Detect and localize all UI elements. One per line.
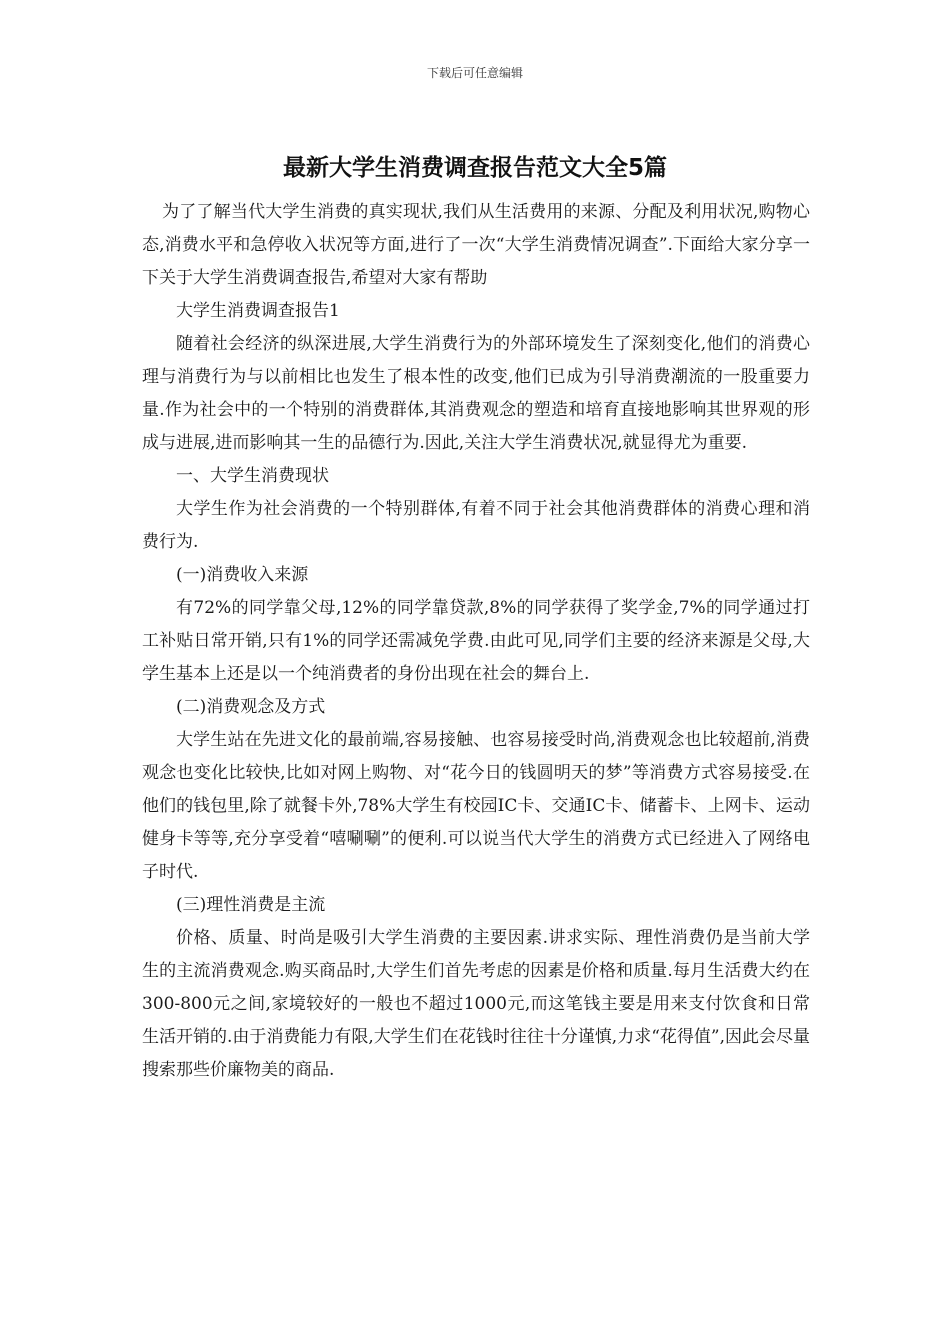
sub-2-heading: (二)消费观念及方式 xyxy=(176,697,326,717)
section-1-heading: 一、大学生消费现状 xyxy=(176,466,329,486)
sub-1-heading: (一)消费收入来源 xyxy=(176,565,309,585)
sub-2-text: 大学生站在先进文化的最前端,容易接触、也容易接受时尚,消费观念也比较超前,消费观念也变化比较快,比如对网上购物、对“花今日的钱圆明天的梦”等消费方式容易接受.在他们的钱包里,除了就餐卡外,78%大学生有校园IC卡、交通IC卡、储蓄卡、上网卡、运动健身卡等等,充分享受着“嘻唰唰”的便利.可以说当代大学生的消费方式已经进入了网络电子时代. xyxy=(142,730,810,882)
report-heading: 大学生消费调查报告1 xyxy=(176,301,340,321)
intro-paragraph: 为了了解当代大学生消费的真实现状,我们从生活费用的来源、分配及利用状况,购物心态,消费水平和急停收入状况等方面,进行了一次“大学生消费情况调查”.下面给大家分享一下关于大学生消费调查报告,希望对大家有帮助 xyxy=(142,202,810,288)
sub-3-heading: (三)理性消费是主流 xyxy=(176,895,326,915)
document-title: 最新大学生消费调查报告范文大全5篇 xyxy=(282,155,667,181)
sub-3-text: 价格、质量、时尚是吸引大学生消费的主要因素.讲求实际、理性消费仍是当前大学生的主流消费观念.购买商品时,大学生们首先考虑的因素是价格和质量.每月生活费大约在300-800元之间,家境较好的一般也不超过1000元,而这笔钱主要是用来支付饮食和日常生活开销的.由于消费能力有限,大学生们在花钱时往往十分谨慎,力求“花得值”,因此会尽量搜索那些价廉物美的商品. xyxy=(142,928,810,1080)
sub-1-text: 有72%的同学靠父母,12%的同学靠贷款,8%的同学获得了奖学金,7%的同学通过打工补贴日常开销,只有1%的同学还需减免学费.由此可见,同学们主要的经济来源是父母,大学生基本上还是以一个纯消费者的身份出现在社会的舞台上. xyxy=(142,598,810,684)
header-note: 下载后可任意编辑 xyxy=(426,66,523,80)
section-1-text: 大学生作为社会消费的一个特别群体,有着不同于社会其他消费群体的消费心理和消费行为. xyxy=(142,499,810,552)
paragraph-1: 随着社会经济的纵深进展,大学生消费行为的外部环境发生了深刻变化,他们的消费心理与消费行为与以前相比也发生了根本性的改变,他们已成为引导消费潮流的一股重要力量.作为社会中的一个特别的消费群体,其消费观念的塑造和培育直接地影响其世界观的形成与进展,进而影响其一生的品德行为.因此,关注大学生消费状况,就显得尤为重要. xyxy=(142,334,810,453)
document-body xyxy=(142,196,810,1087)
